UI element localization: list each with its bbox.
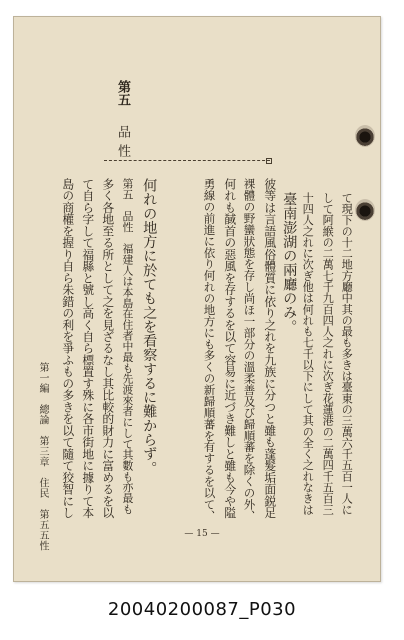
body-line-6: 裸體の野蠻狀態を存し尚ほ一部分の溫柔善及び歸順蕃を除くの外、 <box>242 178 257 522</box>
body-line-10: 第五 品性 福建人は本島在住者中最も先渡來者にして其數も亦最も <box>120 178 134 515</box>
heading-rule <box>104 160 270 161</box>
body-line-1: て現下の十二地方廳中其の最も多きは臺東の三萬六千五百一人に <box>340 192 354 516</box>
page-number: — 15 — <box>184 529 220 539</box>
image-id-caption: 20040200087_P030 <box>107 599 297 620</box>
section-heading: 品性 <box>115 125 130 163</box>
body-line-2: して阿緱の二萬七千九百四人之れに次ぎ花蓮港の二萬四千五百三 <box>321 192 335 516</box>
chapter-heading: 第五 <box>115 80 130 106</box>
body-line-4: 臺南澎湖の兩廳のみ。 <box>281 192 298 334</box>
body-line-5: 彼等は言語風俗體質に依り之れを九族に分つと雖も蓬髮垢面鋭足 <box>262 178 277 519</box>
body-line-3: 十四人之れに次ぎ他は何れも七千以下にして其の全く之れなきは <box>301 192 315 516</box>
body-line-7: 何れも馘首の惡風を存するを以て容易に近づき難しと雖も今や隘 <box>222 178 237 519</box>
running-header: 第一編 總論 第三章 住民 第五五性 <box>37 362 48 551</box>
heading-rule-end <box>266 158 272 164</box>
binding-hole-bottom <box>355 199 375 221</box>
body-line-11: 多く各地至る所として之を見ざるなし其比較的財力に富めるを以 <box>100 178 115 519</box>
body-line-12: て自ら字して福縣と號し高く自ら標置す殊に各市街地に據りて本 <box>80 178 95 519</box>
body-line-9: 何れの地方に於ても之を看察するに難からず。 <box>141 178 158 475</box>
body-line-8: 勇線の前進に依り何れの地方にも多くの新歸順蕃を有するを以て、 <box>202 178 217 522</box>
binding-hole-top <box>355 125 375 147</box>
body-line-13: 島の商權を握り自ら朱錯の利を爭ふもの多きを以て隨て狡智にし <box>60 178 75 519</box>
